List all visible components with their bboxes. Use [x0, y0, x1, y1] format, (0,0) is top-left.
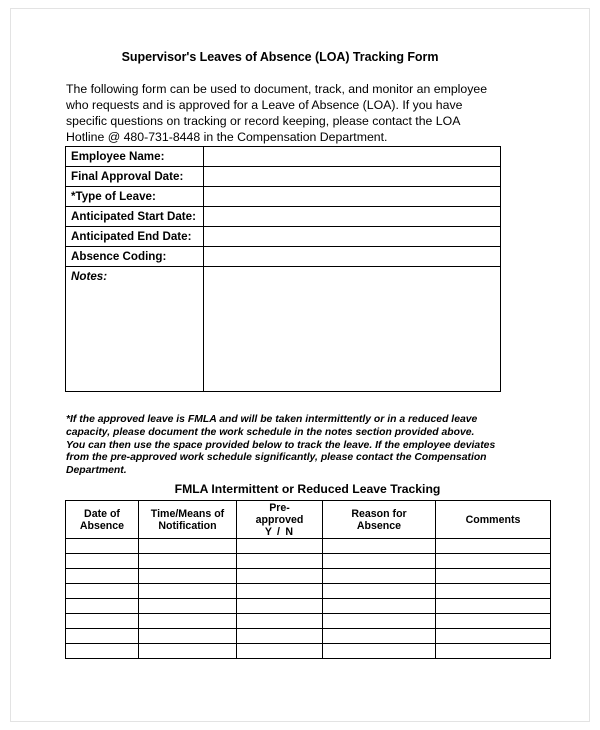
field-label-anticipated-start-date: Anticipated Start Date: — [66, 207, 204, 227]
tracking-cell[interactable] — [237, 614, 323, 629]
tracking-cell[interactable] — [139, 584, 237, 599]
tracking-cell[interactable] — [66, 554, 139, 569]
table-row — [66, 584, 551, 599]
tracking-cell[interactable] — [139, 539, 237, 554]
table-row — [66, 167, 501, 187]
tracking-cell[interactable] — [139, 644, 237, 659]
table-row — [66, 207, 501, 227]
tracking-cell[interactable] — [66, 569, 139, 584]
page-title: Supervisor's Leaves of Absence (LOA) Tracking Form — [121, 50, 439, 64]
column-header-line-1: Comments — [465, 513, 521, 526]
table-row — [66, 187, 501, 207]
column-header-line-3: Y / N — [264, 525, 295, 538]
field-label-absence-coding: Absence Coding: — [66, 247, 204, 267]
tracking-cell[interactable] — [139, 614, 237, 629]
tracking-cell[interactable] — [237, 644, 323, 659]
column-header-line-2: Absence — [79, 519, 125, 532]
tracking-section-heading: FMLA Intermittent or Reduced Leave Tracking — [174, 482, 441, 496]
tracking-table-head — [66, 501, 551, 539]
tracking-cell[interactable] — [66, 629, 139, 644]
tracking-cell[interactable] — [237, 569, 323, 584]
table-row — [66, 227, 501, 247]
field-label-employee-name: Employee Name: — [66, 147, 204, 167]
tracking-cell[interactable] — [323, 629, 436, 644]
column-header-line-1: Date of — [84, 507, 120, 520]
field-label-final-approval-date: Final Approval Date: — [66, 167, 204, 187]
table-row — [66, 247, 501, 267]
column-header-line-2: approved — [255, 513, 304, 526]
tracking-cell[interactable] — [237, 554, 323, 569]
table-row — [66, 539, 551, 554]
tracking-cell[interactable] — [323, 584, 436, 599]
field-label-notes: Notes: — [66, 267, 204, 392]
tracking-table-body — [66, 539, 551, 659]
tracking-cell[interactable] — [139, 599, 237, 614]
tracking-cell[interactable] — [139, 569, 237, 584]
fmla-tracking-table — [65, 500, 551, 659]
field-value-type-of-leave[interactable] — [204, 187, 501, 207]
table-row — [66, 599, 551, 614]
column-header-line-1: Reason for — [351, 507, 407, 520]
tracking-cell[interactable] — [436, 569, 551, 584]
tracking-cell[interactable] — [323, 644, 436, 659]
table-row — [66, 147, 501, 167]
field-value-final-approval-date[interactable] — [204, 167, 501, 187]
tracking-cell[interactable] — [237, 584, 323, 599]
field-value-anticipated-end-date[interactable] — [204, 227, 501, 247]
column-header-line-2: Notification — [158, 519, 217, 532]
intro-paragraph: The following form can be used to document, track, and monitor an employee who requests and is approved for a Leave of Absence (LOA). If you have specific questions on tracking or record keeping, please contact the LOA Hotline @ 480-731-8448 in the Compensation Department. — [66, 82, 488, 145]
tracking-cell[interactable] — [436, 629, 551, 644]
field-label-anticipated-end-date: Anticipated End Date: — [66, 227, 204, 247]
table-row — [66, 554, 551, 569]
column-header-date-of-absence — [66, 501, 139, 539]
tracking-cell[interactable] — [323, 539, 436, 554]
field-value-anticipated-start-date[interactable] — [204, 207, 501, 227]
tracking-cell[interactable] — [139, 629, 237, 644]
tracking-cell[interactable] — [66, 599, 139, 614]
tracking-cell[interactable] — [66, 614, 139, 629]
tracking-cell[interactable] — [436, 614, 551, 629]
tracking-cell[interactable] — [436, 539, 551, 554]
table-row-notes — [66, 267, 501, 392]
tracking-cell[interactable] — [323, 569, 436, 584]
tracking-cell[interactable] — [237, 599, 323, 614]
tracking-cell[interactable] — [323, 554, 436, 569]
table-row — [66, 569, 551, 584]
tracking-cell[interactable] — [436, 644, 551, 659]
employee-info-body — [66, 147, 501, 392]
column-header-line-2: Absence — [356, 519, 402, 532]
tracking-cell[interactable] — [237, 539, 323, 554]
tracking-cell[interactable] — [436, 599, 551, 614]
tracking-cell[interactable] — [66, 539, 139, 554]
tracking-cell[interactable] — [66, 644, 139, 659]
tracking-cell[interactable] — [237, 629, 323, 644]
field-label-type-of-leave: *Type of Leave: — [66, 187, 204, 207]
tracking-cell[interactable] — [323, 614, 436, 629]
column-header-line-1: Pre- — [269, 501, 290, 514]
column-header-comments — [436, 501, 551, 539]
column-header-time-means-of-notification — [139, 501, 237, 539]
column-header-reason-for-absence — [323, 501, 436, 539]
tracking-cell[interactable] — [436, 554, 551, 569]
tracking-cell[interactable] — [139, 554, 237, 569]
table-row — [66, 644, 551, 659]
field-value-employee-name[interactable] — [204, 147, 501, 167]
fmla-footnote: *If the approved leave is FMLA and will be taken intermittently or in a reduced leave capacity, please document the work schedule in the notes section provided above. You can then use the space provided below to track the leave. If the employee deviates from the pre-approved work schedule significantly, please contact the Compensation Department. — [66, 414, 496, 477]
tracking-cell[interactable] — [323, 599, 436, 614]
employee-info-table — [65, 146, 501, 392]
table-row — [66, 629, 551, 644]
tracking-cell[interactable] — [66, 584, 139, 599]
column-header-pre-approved — [237, 501, 323, 539]
table-row — [66, 614, 551, 629]
field-value-notes[interactable] — [204, 267, 501, 392]
table-header-row — [66, 501, 551, 539]
column-header-line-1: Time/Means of — [150, 507, 225, 520]
tracking-cell[interactable] — [436, 584, 551, 599]
field-value-absence-coding[interactable] — [204, 247, 501, 267]
